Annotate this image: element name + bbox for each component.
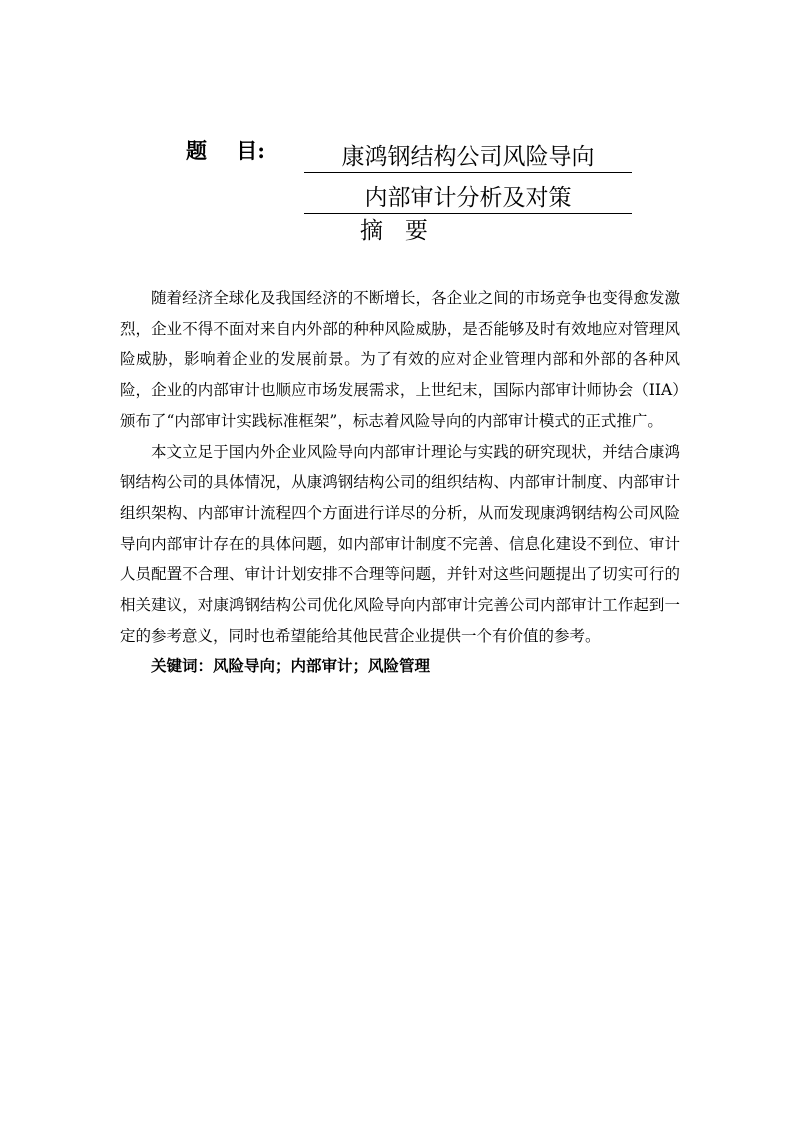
abstract-paragraph-2: 本文立足于国内外企业风险导向内部审计理论与实践的研究现状，并结合康鸿钢结构公司的具体情况，从康鸿钢结构公司的组织结构、内部审计制度、内部审计组织架构、内部审计流程四个方面进行详尽的分析，从而发现康鸿钢结构公司风险导向内部审计存在的具体问题，如内部审计制度不完善、信息化建设不到位、审计人员配置不合理、审计计划安排不合理等问题，并针对这些问题提出了切实可行的相关建议，对康鸿钢结构公司优化风险导向内部审计完善公司内部审计工作起到一定的参考意义，同时也希望能给其他民营企业提供一个有价值的参考。 bbox=[120, 442, 680, 645]
keywords: 关键词：风险导向；内部审计；风险管理 bbox=[151, 657, 431, 676]
abstract-paragraph-1: 随着经济全球化及我国经济的不断增长，各企业之间的市场竞争也变得愈发激烈，企业不得不面对来自内外部的种种风险威胁，是否能够及时有效地应对管理风险威胁，影响着企业的发展前景。为了有效的应对企业管理内部和外部的各种风险，企业的内部审计也顺应市场发展需求，上世纪末，国际内部审计师协会（IIA）颁布了“内部审计实践标准框架”，标志着风险导向的内部审计模式的正式推广。 bbox=[120, 289, 680, 430]
title-line-1: 康鸿钢结构公司风险导向 bbox=[304, 142, 632, 173]
abstract-body bbox=[120, 283, 680, 682]
title-line-2: 内部审计分析及对策 bbox=[304, 183, 632, 214]
title-label: 题 目: bbox=[186, 138, 265, 163]
abstract-heading: 摘 要 bbox=[360, 218, 428, 244]
